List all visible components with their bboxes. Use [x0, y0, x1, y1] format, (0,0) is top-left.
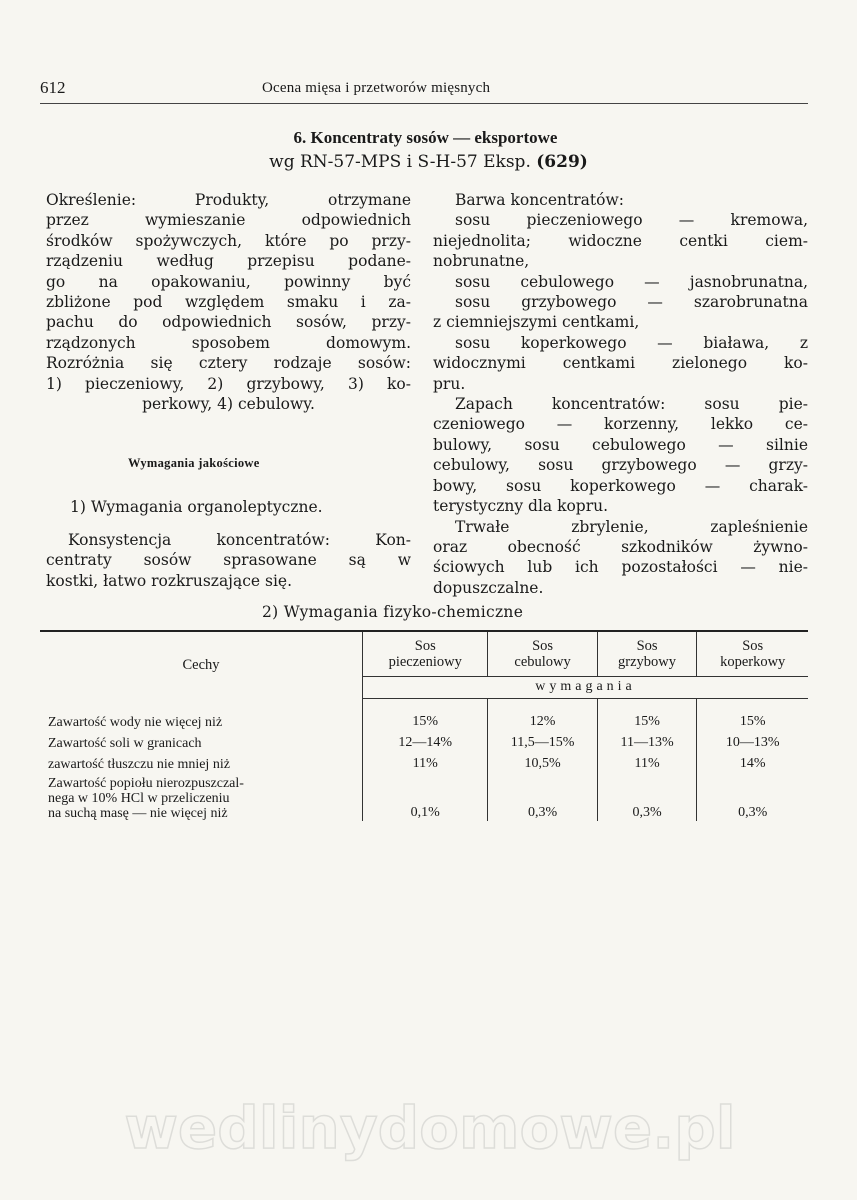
text-line: bulowy, sosu cebulowego — silnie	[433, 435, 808, 454]
table-cell: 0,3%	[488, 772, 597, 821]
consistency-paragraph	[46, 530, 411, 591]
text-line: środków spożywczych, które po przy-	[46, 231, 411, 250]
table-row	[40, 699, 808, 731]
text-line: ściowych lub ich pozostałości — nie-	[433, 558, 808, 577]
text-line: bowy, sosu koperkowego — charak-	[433, 476, 808, 495]
table-cell: 12%	[488, 699, 597, 731]
table-cell: 0,3%	[597, 772, 697, 821]
column-header-line: koperkowy	[720, 654, 786, 670]
text-line: perkowy, 4) cebulowy.	[142, 395, 315, 414]
table-row	[40, 772, 808, 821]
text-line: z ciemniejszymi centkami,	[433, 313, 640, 332]
text-line: 1) pieczeniowy, 2) grzybowy, 3) ko-	[46, 374, 411, 393]
text-line: Trwałe zbrylenie, zapleśnienie	[455, 517, 808, 536]
text-line: Określenie: Produkty, otrzymane	[46, 191, 411, 209]
text-line: Rozróżnia się cztery rodzaje sosów:	[46, 354, 411, 373]
column-header-grzybowy	[597, 631, 697, 677]
row-label: Zawartość soli w granicach	[48, 736, 202, 751]
section-title-text: 6. Koncentraty sosów — eksportowe	[293, 128, 558, 147]
text-line: Barwa koncentratów:	[455, 191, 624, 209]
feature-header: Cechy	[182, 657, 220, 674]
row-label-line: na suchą masę — nie więcej niż	[48, 806, 228, 821]
column-header-line: Sos	[742, 638, 764, 654]
text-line: cebulowy, sosu grzybowego — grzy-	[433, 456, 808, 475]
text-line: czeniowego — korzenny, lekko ce-	[433, 415, 808, 434]
column-header-line: Sos	[414, 638, 436, 654]
requirements-table	[40, 630, 808, 821]
text-line: sosu grzybowego — szarobrunatna	[455, 293, 808, 312]
requirements-heading: Wymagania jakościowe	[128, 456, 260, 470]
text-line: kostki, łatwo rozkruszające się.	[46, 571, 293, 590]
watermark: wedlinydomowe.pl	[124, 1094, 736, 1162]
text-line: nobrunatne,	[433, 252, 530, 271]
row-label-line: Zawartość popiołu nierozpuszczal-	[48, 776, 244, 791]
color-smell-paragraph	[433, 190, 808, 598]
text-line: widocznymi centkami zielonego ko-	[433, 354, 808, 373]
organoleptic-heading: 1) Wymagania organoleptyczne.	[70, 498, 323, 516]
text-line: sosu koperkowego — biaława, z	[455, 333, 808, 352]
row-label	[40, 772, 363, 821]
text-line: rządzonych sposobem domowym.	[46, 333, 411, 352]
column-header-line: grzybowy	[618, 654, 677, 670]
section-title	[0, 128, 857, 148]
column-header-line: pieczeniowy	[388, 654, 462, 670]
table-cell: 0,3%	[697, 772, 808, 821]
text-line: sosu cebulowego — jasnobrunatna,	[455, 272, 808, 291]
row-label-line: nega w 10% HCl w przeliczeniu	[48, 791, 230, 806]
page-number: 612	[40, 78, 66, 97]
table-cell: 11,5—15%	[488, 730, 597, 751]
column-header-cebulowy	[488, 631, 597, 677]
column-header-line: Sos	[636, 638, 658, 654]
table-cell: 11%	[363, 751, 488, 772]
table-cell: 11—13%	[597, 730, 697, 751]
text-line: niejednolita; widoczne centki ciem-	[433, 231, 808, 250]
text-line: centraty sosów sprasowane są w	[46, 551, 411, 570]
text-line: dopuszczalne.	[433, 578, 544, 597]
table-cell: 14%	[697, 751, 808, 772]
citation-number: (629)	[536, 152, 588, 172]
table-row	[40, 730, 808, 751]
row-label: zawartość tłuszczu nie mniej niż	[48, 757, 230, 772]
physchem-heading: 2) Wymagania fizyko-chemiczne	[262, 603, 524, 621]
header-divider	[40, 103, 808, 104]
table-cell: 10,5%	[488, 751, 597, 772]
table-row	[40, 751, 808, 772]
text-line: go na opakowaniu, powinny być	[46, 272, 411, 291]
column-header-pieczeniowy	[363, 631, 488, 677]
text-line: rządzeniu według przepisu podane-	[46, 252, 411, 271]
text-line: Konsystencja koncentratów: Kon-	[68, 531, 411, 549]
table-cell: 0,1%	[363, 772, 488, 821]
table-cell: 12—14%	[363, 730, 488, 751]
column-header-koperkowy	[697, 631, 808, 677]
text-line: sosu pieczeniowego — kremowa,	[455, 211, 808, 230]
table-cell: 15%	[697, 699, 808, 731]
text-line: pachu do odpowiednich sosów, przy-	[46, 313, 411, 332]
table-cell: 15%	[597, 699, 697, 731]
text-line: pru.	[433, 374, 466, 393]
requirements-label: wymagania	[363, 677, 809, 699]
text-line: terystyczny dla kopru.	[433, 497, 609, 516]
text-line: Zapach koncentratów: sosu pie-	[455, 395, 808, 414]
text-line: przez wymieszanie odpowiednich	[46, 211, 411, 230]
table-cell: 11%	[597, 751, 697, 772]
text-line: zbliżone pod względem smaku i za-	[46, 293, 411, 312]
running-title: Ocena mięsa i przetworów mięsnych	[262, 80, 491, 96]
table-cell: 15%	[363, 699, 488, 731]
row-label: Zawartość wody nie więcej niż	[48, 715, 223, 730]
column-header-line: cebulowy	[514, 654, 571, 670]
section-subtitle	[0, 152, 857, 172]
standard-reference: wg RN-57-MPS i S-H-57 Eksp.	[269, 152, 531, 172]
text-line: oraz obecność szkodników żywno-	[433, 537, 808, 556]
table-cell: 10—13%	[697, 730, 808, 751]
column-header-line: Sos	[532, 638, 554, 654]
definition-paragraph	[46, 190, 411, 414]
